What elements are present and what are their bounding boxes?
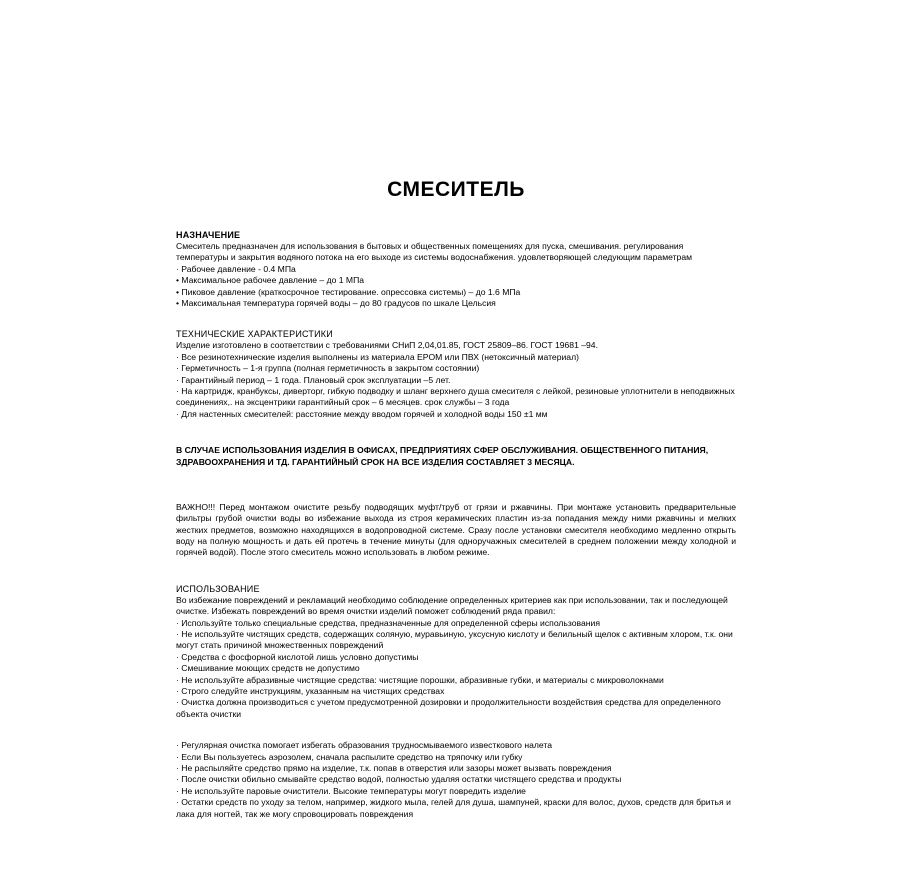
section-heading-usage: ИСПОЛЬЗОВАНИЕ (176, 583, 260, 594)
spacer (176, 482, 736, 493)
section-heading-specs: ТЕХНИЧЕСКИЕ ХАРАКТЕРИСТИКИ (176, 329, 333, 340)
list-item: • Максимальное рабочее давление – до 1 МПа (176, 275, 365, 286)
section-heading-purpose: НАЗНАЧЕНИЕ (176, 230, 241, 240)
list-item: · Не используйте абразивные чистящие средства: чистящие порошки, абразивные губки, и материалы с микроволокнами (176, 674, 664, 685)
list-item: · Средства с фосфорной кислотой лишь условно допустимы (176, 651, 419, 662)
spacer (176, 434, 736, 445)
important-notice: ВАЖНО!!! Перед монтажом очистите резьбу подводящих муфт/труб от грязи и ржавчины. При монтаже установить предварительные фильтры грубой очистки воды во избежание выхода из строя керамических пластин из-за попадания между ними ржавчины и мелких жестких предметов, возможно находящихся в водопроводной системе. Сразу после установки смесителя необходимо медленно открыть воду на полную мощность и дать ей протечь в течение минуты (для одноручажных смесителей в среднем положении между холодной и горячей водой). После этого смеситель можно использовать в любом режиме. (176, 501, 736, 558)
section-usage-continued (176, 740, 736, 820)
purpose-list (176, 264, 736, 310)
list-item: · Герметичность – 1-я группа (полная герметичность в закрытом состоянии) (176, 363, 480, 374)
list-item: · Рабочее давление - 0.4 МПа (176, 263, 296, 274)
specs-list (176, 352, 736, 420)
list-item: · После очистки обильно смывайте средство водой, полностью удаляя остатки чистящего средства и продукты (176, 774, 622, 785)
usage-list (176, 629, 736, 720)
section-important (176, 502, 736, 559)
list-item: · Остатки средств по уходу за телом, например, жидкого мыла, гелей для душа, шампуней, краски для волос, духов, средств для бритья и лака для ногтей, так же могу спровоцировать повреждения (176, 797, 731, 819)
section-specs (176, 329, 736, 420)
list-item: · Для настенных смесителей: расстояние между вводом горячей и холодной воды 150 ±1 мм (176, 408, 548, 419)
list-item: · Регулярная очистка помогает избегать образования трудносмываемого известкового налета (176, 740, 552, 751)
list-item: · Гарантийный период – 1 года. Плановый срок эксплуатации –5 лет. (176, 374, 451, 385)
list-item: · Смешивание моющих средств не допустимо (176, 663, 360, 674)
paragraph: Смеситель предназначен для использования в бытовых и общественных помещениях для пуска, смешивания. регулирования температуры и закрытия водяного потока на его выходе из системы водоснабжения. удовлетворяющей следующим параметрам (176, 241, 693, 263)
paragraph: Изделие изготовлено в соответствии с требованиями СНиП 2,04,01.85, ГОСТ 25809–86. ГОСТ 19681 –94. (176, 340, 598, 351)
page-title: СМЕСИТЕЛЬ (387, 178, 525, 201)
list-item: · Если Вы пользуетесь аэрозолем, сначала распылите средство на тряпочку или губку (176, 751, 523, 762)
warranty-notice: В СЛУЧАЕ ИСПОЛЬЗОВАНИЯ ИЗДЕЛИЯ В ОФИСАХ, ПРЕДПРИЯТИЯХ СФЕР ОБСЛУЖИВАНИЯ. ОБЩЕСТВЕННОГО ПИТАНИЯ, ЗДРАВООХРАНЕНИЯ И ТД. ГАРАНТИЙНЫЙ СРОК НА ВСЕ ИЗДЕЛИЯ СОСТАВЛЯЕТ 3 МЕСЯЦА. (176, 445, 709, 467)
paragraph: · Используйте только специальные средства, предназначенные для определенной сферы использования (176, 617, 600, 628)
usage-list-continued (176, 740, 736, 820)
list-item: · На картридж, кранбуксы, диверторr, гибкую подводку и шланг верхнего душа смесителя с лейкой, резиновые уплотнители в неподвижных соединениях,. на эксцентрики гарантийный срок – 6 месяцев. срок службы – 3 года (176, 386, 735, 408)
spacer (176, 573, 736, 584)
list-item: • Пиковое давление (краткосрочное тестирование. опрессовка системы) – до 1.6 МПа (176, 286, 521, 297)
list-item: · Не используйте чистящих средств, содержащих соляную, муравьиную, уксусную кислоту и белильный щелок с активным хлором, т.к. они могут стать причиной множественных повреждений (176, 628, 733, 651)
section-commercial-warranty (176, 445, 736, 468)
list-item: · Строго следуйте инструкциям, указанным на чистящих средствах (176, 685, 445, 696)
list-item: · Не используйте паровые очистители. Высокие температуры могут повредить изделие (176, 785, 526, 796)
paragraph: Во избежание повреждений и рекламаций необходимо соблюдение определенных критериев как при использовании, так и последующей очистке. Избежать повреждений во время очистки изделий поможет соблюдений ряда правил: (176, 594, 728, 617)
list-item: · Все резинотехнические изделия выполнены из материала EPOM или ПВХ (нетоксичный материал) (176, 351, 579, 362)
section-purpose (176, 230, 736, 309)
document-body (176, 178, 736, 834)
list-item: · Очистка должна производиться с учетом предусмотренной дозировки и продолжительности воздействия средства для определенного объекта очистки (176, 697, 721, 719)
list-item: • Максимальная температура горячей воды – до 80 градусов по шкале Цельсия (176, 298, 496, 309)
section-usage (176, 584, 736, 720)
list-item: · Не распыляйте средство прямо на изделие, т.к. попав в отверстия или зазоры может вызвать повреждения (176, 763, 612, 773)
